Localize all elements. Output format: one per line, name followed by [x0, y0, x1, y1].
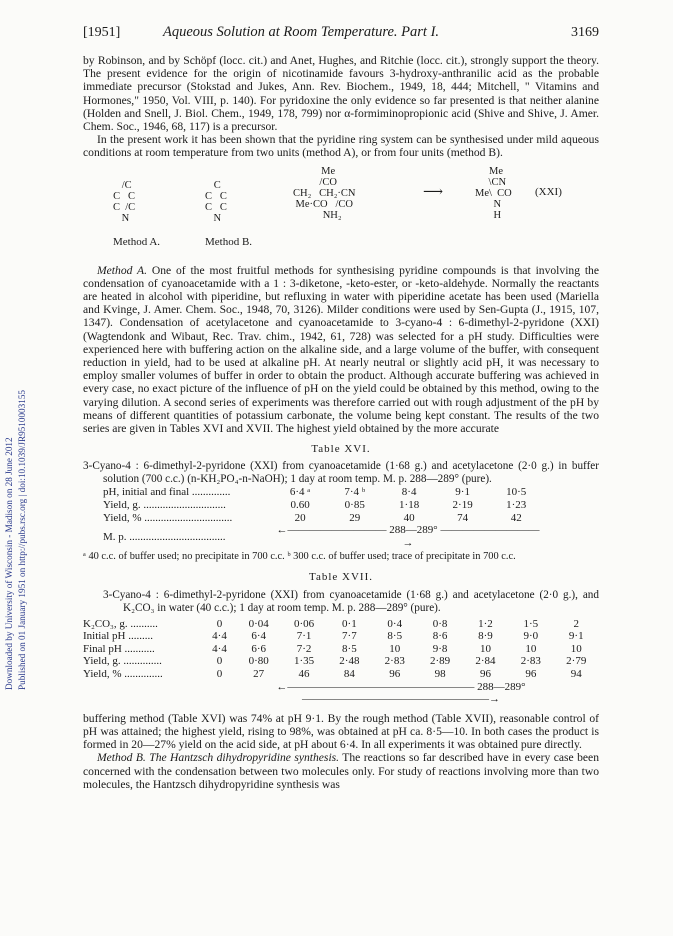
table-cell: 2·83	[520, 655, 541, 668]
paragraph-method-b	[83, 751, 599, 791]
download-sidebar	[2, 150, 32, 690]
table-cell: 9·8	[432, 642, 448, 655]
table-row	[83, 630, 599, 643]
downloaded-notice: Downloaded by University of Wisconsin - Madison on 28 June 2012	[4, 437, 14, 690]
method-b-structure: C C C C C N	[205, 179, 227, 224]
table-cell: 1·5	[523, 617, 539, 630]
table-cell: 20	[294, 511, 306, 524]
table-cell: 7·4 ᵇ	[344, 486, 366, 499]
table-cell: 10	[389, 642, 401, 655]
table-cell: 9·0	[523, 630, 539, 643]
paragraph-method-a	[83, 264, 599, 436]
header-title: Aqueous Solution at Room Temperature. Part I.	[163, 24, 440, 40]
table-cell: 84	[343, 668, 355, 681]
table-cell: 29	[349, 511, 361, 524]
table-16-footnote: ᵃ 40 c.c. of buffer used; no precipitate in 700 c.c. ᵇ 300 c.c. of buffer used; trace of precipitate in 700 c.c.	[83, 551, 516, 563]
table-cell: 27	[253, 668, 265, 681]
table-cell: 2·84	[475, 655, 496, 668]
table-16-caption: Table XVI.	[311, 443, 371, 456]
table-cell: 1·2	[478, 617, 493, 630]
table-cell: 6·6	[251, 642, 266, 655]
table-cell: 96	[525, 668, 537, 681]
paragraph-4: buffering method (Table XVI) was 74% at pH 9·1. By the rough method (Table XVII), reasonable control of pH was attained; the highest yield, rising to 98%, was obtained at pH ca. 8·5—10. In both cases the product is formed in 20—27% yield on the acid side, at pH about 6·4. In all experiments it was obtained pure directly.	[83, 711, 599, 752]
row-label: Yield, % ..............	[83, 668, 163, 681]
table-cell: 1·23	[506, 499, 527, 512]
table-cell: 96	[479, 668, 491, 681]
row-label: K₂CO₃, g. ..........	[83, 617, 158, 630]
table-cell: 0·04	[248, 617, 269, 630]
method-b-heading: Method B.	[97, 751, 146, 765]
table-cell: 6·4	[251, 630, 266, 643]
table-17	[83, 618, 599, 706]
table-cell: 1·35	[293, 655, 315, 668]
table-16	[103, 486, 543, 549]
table-cell: 74	[457, 511, 469, 524]
table-cell: 2·83	[384, 655, 405, 668]
table-cell: 8·5	[387, 630, 403, 643]
table-17-caption: Table XVII.	[309, 571, 373, 584]
table-row	[83, 643, 599, 656]
product-structure: Me \CN Me\ CO N H	[475, 165, 512, 221]
paragraph-2: In the present work it has been shown that the pyridine ring system can be synthesised under mild aqueous conditions at room temperature from two units (method A), or from four units (method B).	[83, 133, 599, 160]
table-cell: 4·4	[212, 630, 227, 643]
table-cell: 10	[525, 642, 537, 655]
table-cell: 8·4	[401, 486, 417, 499]
table-cell: 98	[434, 668, 446, 681]
table-cell: 2·19	[452, 499, 473, 512]
mp-row	[83, 681, 599, 706]
table-cell: 9·1	[568, 630, 584, 643]
table-cell: 40	[403, 511, 415, 524]
mp-row	[103, 524, 543, 549]
row-label: Yield, % ................................	[103, 511, 233, 524]
table-cell: 9·1	[455, 486, 470, 499]
table-row	[103, 486, 543, 499]
table-cell: 6·4 ᵃ	[289, 486, 311, 499]
table-cell: 7·1	[296, 630, 312, 643]
table-cell: 0·4	[387, 617, 403, 630]
table-cell: 8·6	[432, 630, 448, 643]
method-a-heading: Method A.	[97, 263, 148, 277]
table-cell: 4·4	[212, 642, 227, 655]
reactants-structure: Me /CO CH₂ CH₂·CN Me·CO /CO NH₂	[293, 165, 356, 221]
table-17-description: 3-Cyano-4 : 6-dimethyl-2-pyridone (XXI) from cyanoacetamide (1·68 g.) and acetylacetone (2·0 g.), and K₂CO₃ in water (40 c.c.); 1 day at room temp. M. p. 288—289° (pure).	[103, 588, 599, 614]
table-cell: 7·7	[342, 630, 357, 643]
method-a-label: Method A.	[113, 235, 161, 248]
table-cell: 8·9	[478, 630, 493, 643]
table-cell: 0·1	[342, 617, 357, 630]
method-a-text: One of the most fruitful methods for synthesising pyridine compounds is that involving the condensation of cyanoacetamide with a 1 : 3-diketone, -keto-ester, or -keto-aldehyde. Normally the reactants are heated in alcohol with piperidine, but refluxing in water with piperidine acetate has been used (Mariella and Kvinge, J. Amer. Chem. Soc., 1948, 70, 3126). Milder conditions were used by Sen-Gupta (J., 1915, 107, 1347). Condensation of acetylacetone and cyanoacetamide to 3-cyano-4 : 6-dimethyl-2-pyridone (XXI) (Wagtendonk and Wibaut, Rec. Trav. chim., 1942, 61, 728) was selected for a pH study. Difficulties were experienced here with buffering action on the alkaline side, and a large volume of the buffer, with consequent reduction in yield, had to be used at alkaline pH. At nearly neutral or slightly acid pH, it was necessary to employ smaller volumes of buffer in order to obtain the product. Although accurate buffering was achieved in every case, no exact picture of the influence of pH on the yield could be obtained by this method, owing to the varying dilution. A second series of experiments was therefore carried out with rough adjustment of the pH by means of different quantities of potassium carbonate, the volume being kept constant. The results of the two series are given in Tables XVI and XVII. The highest yield obtained by the more accurate	[83, 263, 599, 436]
table-cell: 46	[298, 668, 310, 681]
table-row	[83, 618, 599, 631]
table-cell: 1·18	[399, 499, 420, 512]
table-cell: 0	[216, 655, 223, 668]
table-16-description: 3-Cyano-4 : 6-dimethyl-2-pyridone (XXI) from cyanoacetamide (1·68 g.) and acetylacetone (2·0 g.) in buffer solution (700 c.c.) (n-KH₂PO₄-n-NaOH); 1 day at room temp. M. p. 288—289° (pure).	[83, 460, 599, 486]
table-row	[103, 499, 543, 512]
running-header	[83, 26, 599, 46]
table-row	[103, 512, 543, 525]
paragraph-1: by Robinson, and by Schöpf (locc. cit.) and Anet, Hughes, and Ritchie (locc. cit.), strongly support the theory. The present evidence for the origin of nicotinamide favours 3-hydroxy-anthranilic acid as the probable immediate precursor (Stokstad and Jukes, Ann. Rev. Biochem., 1949, 18, 444; Mitchell, " Vitamins and Hormones," 1950, Vol. VIII, p. 140). For pyridoxine the only evidence so far presented is that neither alanine (Holden and Snell, J. Biol. Chem., 1949, 178, 799) nor α-formiminopropionic acid (Shive and Shive, J. Amer. Chem. Soc., 1946, 68, 117) is a precursor.	[83, 54, 599, 134]
table-cell: 0·8	[432, 617, 448, 630]
table-cell: 0·85	[344, 499, 365, 512]
table-cell: 2·79	[566, 655, 587, 668]
row-label	[83, 681, 203, 706]
table-cell: 10·5	[506, 486, 527, 499]
published-notice[interactable]: Published on 01 January 1951 on http://pubs.rsc.org | doi:10.1039/JR9510003155	[17, 389, 27, 690]
melting-point-range: ←————————— 288—289° —————————→	[276, 524, 540, 549]
table-row	[83, 655, 599, 668]
table-cell: 0	[216, 617, 223, 630]
method-b-title: The Hantzsch dihydropyridine synthesis.	[145, 751, 340, 765]
table-cell: 2	[573, 617, 579, 630]
table-cell: 96	[389, 668, 401, 681]
structural-formulas	[83, 166, 599, 260]
table-cell: 2·89	[430, 655, 451, 668]
table-cell: 0.60	[290, 499, 310, 512]
method-b-text: The reactions so far described have in every case been concerned with the condensation between two molecules only. For study of reactions involving more than two molecules, the Hantzsch dihydropyridine synthesis was	[83, 751, 599, 791]
header-year: [1951]	[83, 25, 121, 40]
table-cell: 0·06	[293, 617, 315, 630]
table-cell: 2·48	[339, 655, 360, 668]
table-cell: 10	[479, 642, 491, 655]
melting-point-range: ←————————————————— 288—289° —————————————————→	[276, 680, 526, 706]
table-cell: 42	[510, 511, 522, 524]
row-label: Yield, g. ..............................	[103, 499, 226, 512]
table-cell: 7·2	[296, 642, 312, 655]
row-label: M. p. ...................................	[103, 530, 226, 543]
table-cell: 8·5	[342, 642, 357, 655]
method-a-structure: /C C C C /C N	[113, 179, 136, 224]
row-label: Initial pH .........	[83, 630, 153, 643]
reaction-arrow: ⟶	[423, 184, 444, 200]
page	[83, 26, 599, 791]
table-cell: 94	[570, 668, 582, 681]
table-cell: 0·80	[248, 655, 269, 668]
page-number: 3169	[571, 25, 599, 40]
row-label: Final pH ...........	[83, 642, 155, 655]
row-label: Yield, g. ..............	[83, 655, 162, 668]
compound-label: (XXI)	[535, 185, 562, 198]
method-b-label: Method B.	[205, 235, 253, 248]
table-row	[83, 668, 599, 681]
row-label: pH, initial and final ..............	[103, 486, 231, 499]
table-cell: 10	[570, 642, 582, 655]
table-cell: 0	[216, 668, 223, 681]
